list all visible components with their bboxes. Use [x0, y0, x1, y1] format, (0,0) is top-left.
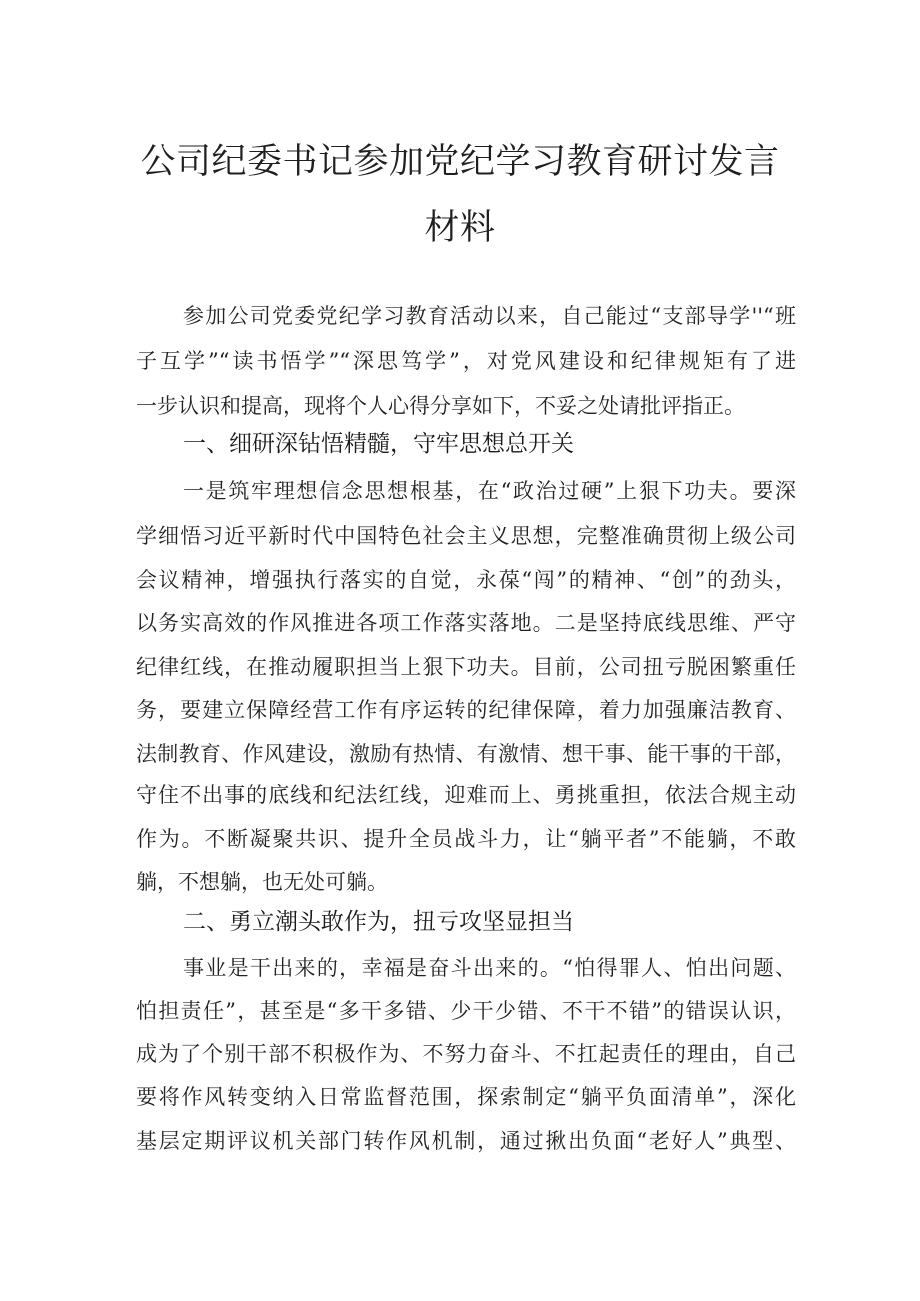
document-title-line-2: 材料	[424, 208, 496, 248]
section-2-heading: 二、勇立潮头敢作为，扭亏攻坚显担当	[183, 909, 574, 935]
paragraph-line: 要将作风转变纳入日常监督范围，探索制定“躺平负面清单”，深化	[136, 1085, 796, 1109]
paragraph-line: 成为了个别干部不积极作为、不努力奋斗、不扛起责任的理由，自己	[136, 1042, 796, 1066]
paragraph-line: 守住不出事的底线和纪法红线，迎难而上、勇挑重担，依法合规主动	[136, 783, 796, 807]
paragraph-line: 怕担责任”，甚至是“多干多错、少干少错、不干不错”的错误认识，	[136, 999, 796, 1023]
paragraph-line: 以务实高效的作风推进各项工作落实落地。二是坚持底线思维、严守	[136, 611, 796, 635]
paragraph-line: 学细悟习近平新时代中国特色社会主义思想，完整准确贯彻上级公司	[136, 524, 796, 548]
paragraph-line: 躺，不想躺，也无处可躺。	[136, 870, 388, 894]
paragraph-line: 纪律红线，在推动履职担当上狠下功夫。目前，公司扭亏脱困繁重任	[136, 655, 796, 679]
paragraph-line: 法制教育、作风建设，激励有热情、有激情、想干事、能干事的干部，	[136, 742, 796, 766]
document-title-line-1: 公司纪委书记参加党纪学习教育研讨发言	[140, 142, 780, 182]
paragraph-line: 子互学”“读书悟学”“深思笃学”，对党风建设和纪律规矩有了进	[136, 349, 796, 373]
paragraph-line: 一步认识和提高，现将个人心得分享如下，不妥之处请批评指正。	[136, 394, 745, 418]
paragraph-line: 务，要建立保障经营工作有序运转的纪律保障，着力加强廉洁教育、	[136, 698, 796, 722]
paragraph-line: 参加公司党委党纪学习教育活动以来，自己能过“支部导学''“班	[183, 304, 796, 328]
paragraph-line: 作为。不断凝聚共识、提升全员战斗力，让“躺平者”不能躺，不敢	[136, 827, 796, 851]
paragraph-line: 会议精神，增强执行落实的自觉，永葆“闯”的精神、“创”的劲头，	[136, 568, 796, 592]
paragraph-line: 事业是干出来的，幸福是奋斗出来的。“怕得罪人、怕出问题、	[183, 956, 796, 980]
section-1-heading: 一、细研深钻悟精髓，守牢思想总开关	[183, 431, 574, 457]
paragraph-line: 基层定期评议机关部门转作风机制，通过揪出负面“老好人”典型、	[136, 1129, 796, 1153]
paragraph-line: 一是筑牢理想信念思想根基，在“政治过硬”上狠下功夫。要深	[183, 479, 796, 503]
